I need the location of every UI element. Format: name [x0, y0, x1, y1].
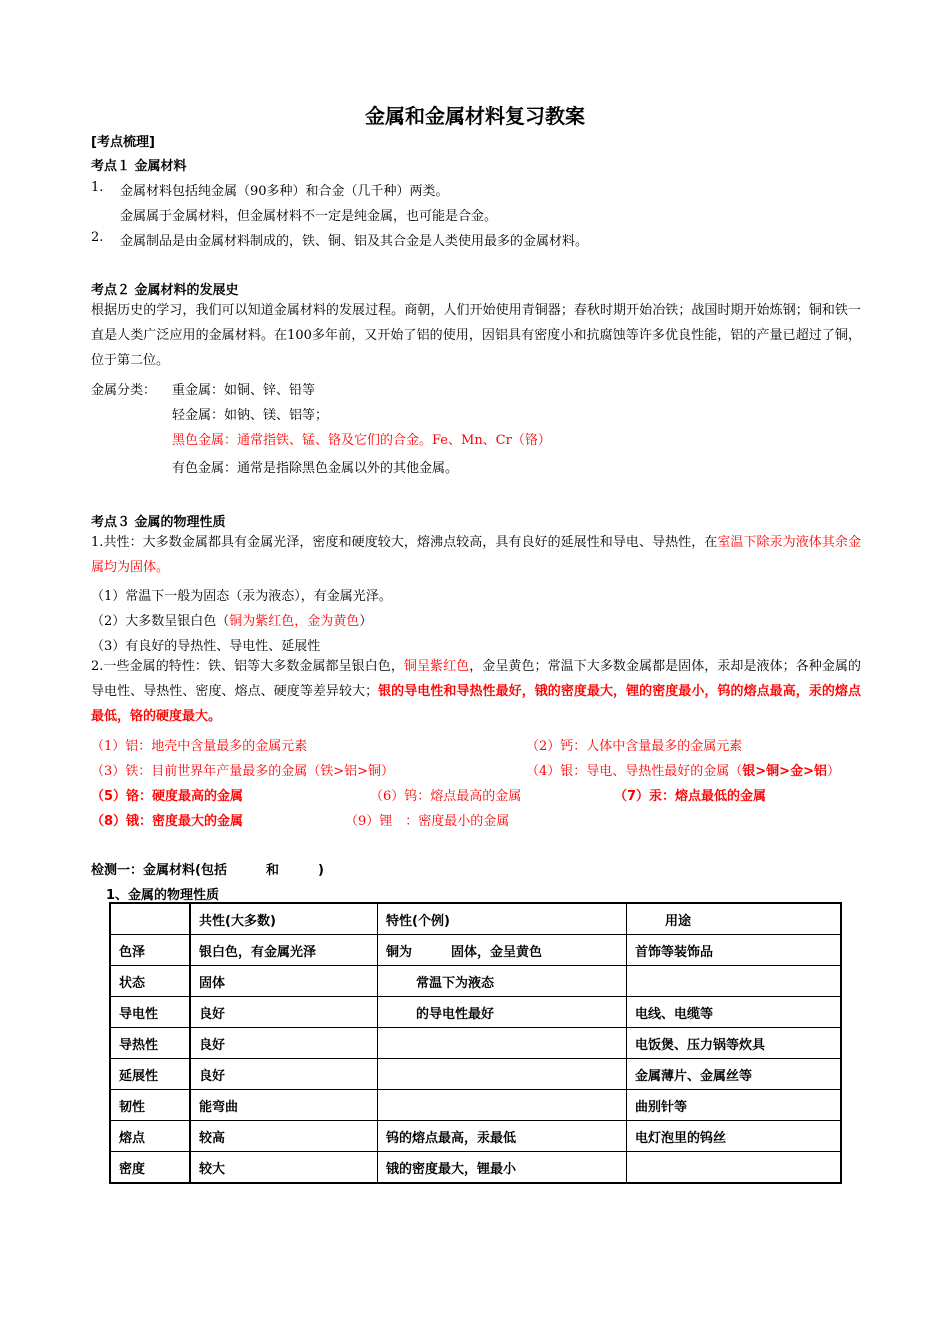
- table-row: [110, 997, 841, 1028]
- fact-5: （5）铬：硬度最高的金属: [91, 789, 244, 804]
- table-cell: 固体: [190, 966, 378, 997]
- fact-7: （7）汞：熔点最低的金属: [614, 789, 767, 804]
- table-cell: 较大: [190, 1152, 378, 1184]
- table-cell: 延展性: [110, 1059, 190, 1090]
- fact-4-text: （4）银：导电、导热性最好的金属（: [526, 764, 743, 779]
- section-2-paragraph: 根据历史的学习，我们可以知道金属材料的发展过程。商朝，人们开始使用青铜器；春秋时期开始冶铁；战国时期开始炼钢；铜和铁一直是人类广泛应用的金属材料。在100多年前，又开始了铝的使用，因铝具有密度小和抗腐蚀等许多优良性能，铝的产量已超过了铜，位于第二位。: [91, 303, 861, 368]
- table-cell: 较高: [190, 1121, 378, 1152]
- table-cell: [627, 1152, 842, 1184]
- table-cell: 银白色，有金属光泽: [190, 935, 378, 966]
- fact-4: [526, 760, 840, 779]
- section-1-line-2: 金属制品是由金属材料制成的，铁、铜、铝及其合金是人类使用最多的金属材料。: [120, 234, 589, 249]
- table-cell: 锇的密度最大，锂最小: [378, 1152, 627, 1184]
- table-header-row: [110, 903, 841, 935]
- item-number: 1.: [91, 180, 104, 195]
- item-number: 2.: [91, 230, 104, 245]
- property-item-1: （1）常温下一般为固态（汞为液态），有金属光泽。: [91, 589, 392, 604]
- section-1-line-1: 金属材料包括纯金属（90多种）和合金（几千种）两类。: [120, 184, 449, 199]
- section-3-heading: 考点３ 金属的物理性质: [91, 515, 226, 530]
- fact-1: （1）铝：地壳中含量最多的金属元素: [91, 739, 308, 754]
- property-item-2: [91, 610, 372, 629]
- page-title: 金属和金属材料复习教案: [365, 104, 585, 128]
- table-cell: [378, 1028, 627, 1059]
- table-row: [110, 1059, 841, 1090]
- special-properties-paragraph: [91, 654, 861, 729]
- table-row: [110, 935, 841, 966]
- property-item-3: （3）有良好的导热性、导电性、延展性: [91, 639, 321, 654]
- table-cell: 电灯泡里的钨丝: [627, 1121, 842, 1152]
- conductivity-order: 银>铜>金>铝: [742, 764, 827, 779]
- common-properties-text: 1.共性：大多数金属都具有金属光泽，密度和硬度较大，熔沸点较高，具有良好的延展性和导电、导热性，在: [91, 535, 718, 550]
- table-cell: 铜为 固体，金呈黄色: [378, 935, 627, 966]
- table-row: [110, 1090, 841, 1121]
- table-cell: 状态: [110, 966, 190, 997]
- table-cell: 能弯曲: [190, 1090, 378, 1121]
- table-cell: 良好: [190, 1059, 378, 1090]
- ferrous-metal-line: 黑色金属：通常指铁、锰、铬及它们的合金。Fe、Mn、Cr（铬）: [172, 433, 551, 448]
- special-text-a: 2.一些金属的特性：铁、铝等大多数金属都呈银白色，: [91, 659, 404, 674]
- table-cell: 良好: [190, 997, 378, 1028]
- table-cell: 熔点: [110, 1121, 190, 1152]
- table-cell: 曲别针等: [627, 1090, 842, 1121]
- check-subheading: 1、金属的物理性质: [106, 888, 220, 903]
- table-cell: 导热性: [110, 1028, 190, 1059]
- section-2-heading: 考点２ 金属材料的发展史: [91, 283, 239, 298]
- property-item-2-end: ）: [359, 614, 373, 629]
- table-cell: 钨的熔点最高，汞最低: [378, 1121, 627, 1152]
- table-cell: 电线、电缆等: [627, 997, 842, 1028]
- table-cell: 的导电性最好: [378, 997, 627, 1028]
- table-cell: 金属薄片、金属丝等: [627, 1059, 842, 1090]
- section-1-line-1b: 金属属于金属材料，但金属材料不一定是纯金属，也可能是合金。: [120, 209, 498, 224]
- table-row: [110, 1152, 841, 1184]
- property-item-2-text: （2）大多数呈银白色（: [91, 614, 230, 629]
- table-header-cell: 共性(大多数): [190, 903, 378, 935]
- check-heading: 检测一：金属材料(包括 和 ): [91, 863, 324, 878]
- nonferrous-metal-line: 有色金属：通常是指除黑色金属以外的其他金属。: [172, 461, 459, 476]
- table-row: [110, 1121, 841, 1152]
- fact-9: （9）锂 ：密度最小的金属: [345, 814, 510, 829]
- fact-2: （2）钙：人体中含量最多的金属元素: [526, 739, 743, 754]
- table-cell: 韧性: [110, 1090, 190, 1121]
- section-1-heading: 考点１ 金属材料: [91, 159, 187, 174]
- table-header-cell: 特性(个例): [378, 903, 627, 935]
- table-cell: 首饰等装饰品: [627, 935, 842, 966]
- color-exceptions: 铜为紫红色，金为黄色: [229, 614, 360, 629]
- table-cell: 良好: [190, 1028, 378, 1059]
- table-cell: 密度: [110, 1152, 190, 1184]
- table-cell: [378, 1059, 627, 1090]
- physical-properties-table: [109, 902, 842, 1184]
- table-cell: 导电性: [110, 997, 190, 1028]
- common-properties-paragraph: [91, 530, 861, 580]
- heavy-metal-line: 重金属：如铜、锌、铅等: [172, 383, 316, 398]
- table-cell: 常温下为液态: [378, 966, 627, 997]
- fact-3: （3）铁：目前世界年产量最多的金属（铁>铝>铜）: [91, 764, 395, 779]
- table-header-cell: 用途: [627, 903, 842, 935]
- special-text-c: ，金呈黄色；常温下大多数金属都是固体，汞却是液体；各种金属的导电性、导热性、密度、熔点、硬度等差异较大；: [91, 659, 861, 699]
- light-metal-line: 轻金属：如钠、镁、铝等；: [172, 408, 329, 423]
- fact-4-end: ）: [826, 764, 840, 779]
- room-temperature-note: 室温下除汞为液体其余金属均为固体。: [91, 535, 861, 575]
- table-cell: [378, 1090, 627, 1121]
- table-row: [110, 966, 841, 997]
- table-cell: 色泽: [110, 935, 190, 966]
- extremes-summary: 银的导电性和导热性最好，锇的密度最大，锂的密度最小，钨的熔点最高，汞的熔点最低，铬的硬度最大。: [91, 684, 861, 724]
- fact-6: （6）钨：熔点最高的金属: [370, 789, 522, 804]
- table-header-cell: [110, 903, 190, 935]
- table-cell: 电饭煲、压力锅等炊具: [627, 1028, 842, 1059]
- fact-8: （8）锇：密度最大的金属: [91, 814, 244, 829]
- copper-color-note: 铜呈紫红色: [403, 659, 470, 674]
- metal-class-label: 金属分类：: [91, 383, 157, 398]
- table-row: [110, 1028, 841, 1059]
- table-cell: [627, 966, 842, 997]
- review-label: [考点梳理]: [91, 135, 155, 150]
